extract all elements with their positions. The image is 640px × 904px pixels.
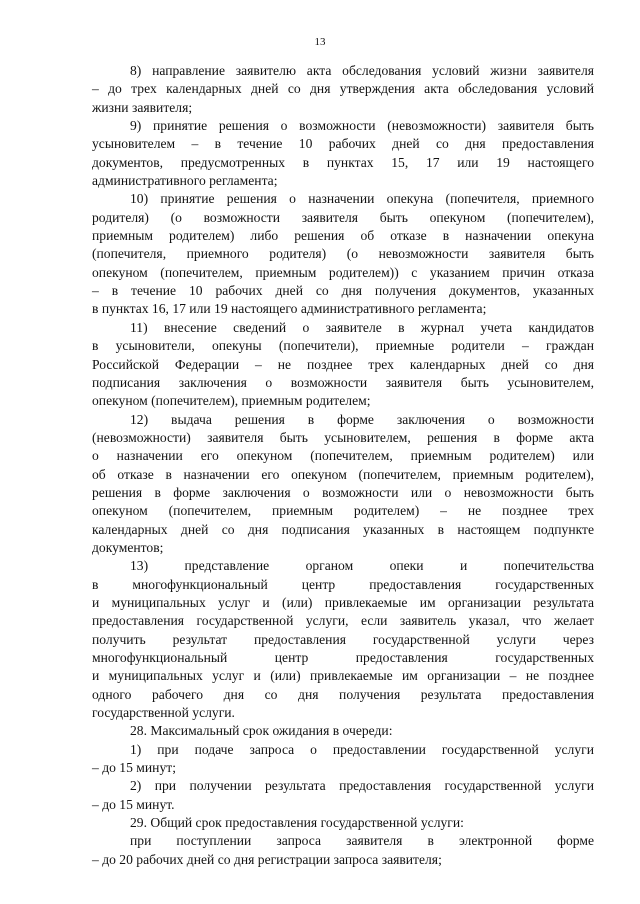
text-line: – до трех календарных дней со дня утверждения акта обследования условий <box>92 81 594 97</box>
paragraph-p12 <box>92 411 594 558</box>
text-line: в усыновители, опекуны (попечители), приемные родители – граждан <box>92 338 594 354</box>
text-line: о назначении его опекуном (попечителем, приемным родителем) или <box>92 448 594 464</box>
text-line: – до 15 минут; <box>92 760 176 776</box>
text-line: и муниципальных услуг и (или) привлекаемые им организации – не позднее <box>92 668 594 684</box>
text-line: решения в форме заключения о возможности или о невозможности быть <box>92 484 594 500</box>
text-line: 11) внесение сведений о заявителе в журнал учета кандидатов <box>130 319 594 335</box>
text-line: при поступлении запроса заявителя в электронной форме <box>130 833 594 849</box>
paragraph-p28_2 <box>92 777 594 814</box>
text-line: календарных дней со дня подписания указанных в настоящем подпункте <box>92 521 594 537</box>
text-line: приемным родителем) либо решения об отказе в назначении опекуна <box>92 228 594 244</box>
text-line: одного рабочего дня со дня получения результата предоставления <box>92 686 594 702</box>
text-line: 10) принятие решения о назначении опекуна (попечителя, приемного <box>130 191 594 207</box>
text-line: в многофункциональный центр предоставления государственных <box>92 576 594 592</box>
text-line: 8) направление заявителю акта обследования условий жизни заявителя <box>130 63 594 78</box>
text-line: документов, предусмотренных в пунктах 15, 17 или 19 настоящего <box>92 154 594 170</box>
document-body <box>92 62 594 869</box>
text-line: опекуном (попечителем, приемным родителем)) с указанием причин отказа <box>92 264 594 280</box>
text-line: подписания заключения о возможности заявителя быть усыновителем, <box>92 374 594 390</box>
text-line: об отказе в назначении его опекуном (попечителем, приемным родителем), <box>92 466 594 482</box>
text-line: 13) представление органом опеки и попечительства <box>130 558 594 574</box>
page-number: 13 <box>314 36 326 48</box>
paragraph-p8 <box>92 62 594 117</box>
paragraph-p10 <box>92 190 594 318</box>
text-line: – до 20 рабочих дней со дня регистрации запроса заявителя; <box>92 851 442 867</box>
text-line: и муниципальных услуг и (или) привлекаемые им организации результата <box>92 594 594 610</box>
paragraph-p29_1 <box>92 832 594 869</box>
text-line: 2) при получении результата предоставления государственной услуги <box>130 778 594 794</box>
text-line: 29. Общий срок предоставления государственной услуги: <box>130 815 464 831</box>
text-line: административного регламента; <box>92 173 278 189</box>
text-line: 9) принятие решения о возможности (невозможности) заявителя быть <box>130 118 594 134</box>
paragraph-p28 <box>92 722 594 740</box>
text-line: предоставления государственной услуги, если заявитель указал, что желает <box>92 613 594 629</box>
text-line: 12) выдача решения в форме заключения о возможности <box>130 411 594 427</box>
text-line: усыновителем – в течение 10 рабочих дней со дня предоставления <box>92 136 594 152</box>
text-line: документов; <box>92 539 164 555</box>
text-line: 1) при подаче запроса о предоставлении государственной услуги <box>130 741 594 757</box>
text-line: в пунктах 16, 17 или 19 настоящего административного регламента; <box>92 301 487 317</box>
paragraph-p11 <box>92 319 594 411</box>
text-line: государственной услуги. <box>92 705 235 721</box>
text-line: родителя) (о возможности заявителя быть опекуном (попечителем), <box>92 209 594 225</box>
text-line: получить результат предоставления государственной услуги через <box>92 631 594 647</box>
text-line: опекуном (попечителем, приемным родителем) – не позднее трех <box>92 503 594 519</box>
text-line: – до 15 минут. <box>92 796 175 812</box>
text-line: многофункциональный центр предоставления государственных <box>92 650 594 665</box>
paragraph-p28_1 <box>92 741 594 778</box>
text-line: (попечителя, приемного родителя) (о невозможности заявителя быть <box>92 246 594 262</box>
text-line: (невозможности) заявителя быть усыновителем, решения в форме акта <box>92 429 594 445</box>
paragraph-p9 <box>92 117 594 190</box>
text-line: Российской Федерации – не позднее трех календарных дней со дня <box>92 356 594 372</box>
text-line: опекуном (попечителем), приемным родителем; <box>92 393 371 409</box>
paragraph-p13 <box>92 557 594 722</box>
text-line: 28. Максимальный срок ожидания в очереди: <box>130 723 393 739</box>
paragraph-p29 <box>92 814 594 832</box>
text-line: – в течение 10 рабочих дней со дня получения документов, указанных <box>92 283 594 299</box>
text-line: жизни заявителя; <box>92 99 193 115</box>
